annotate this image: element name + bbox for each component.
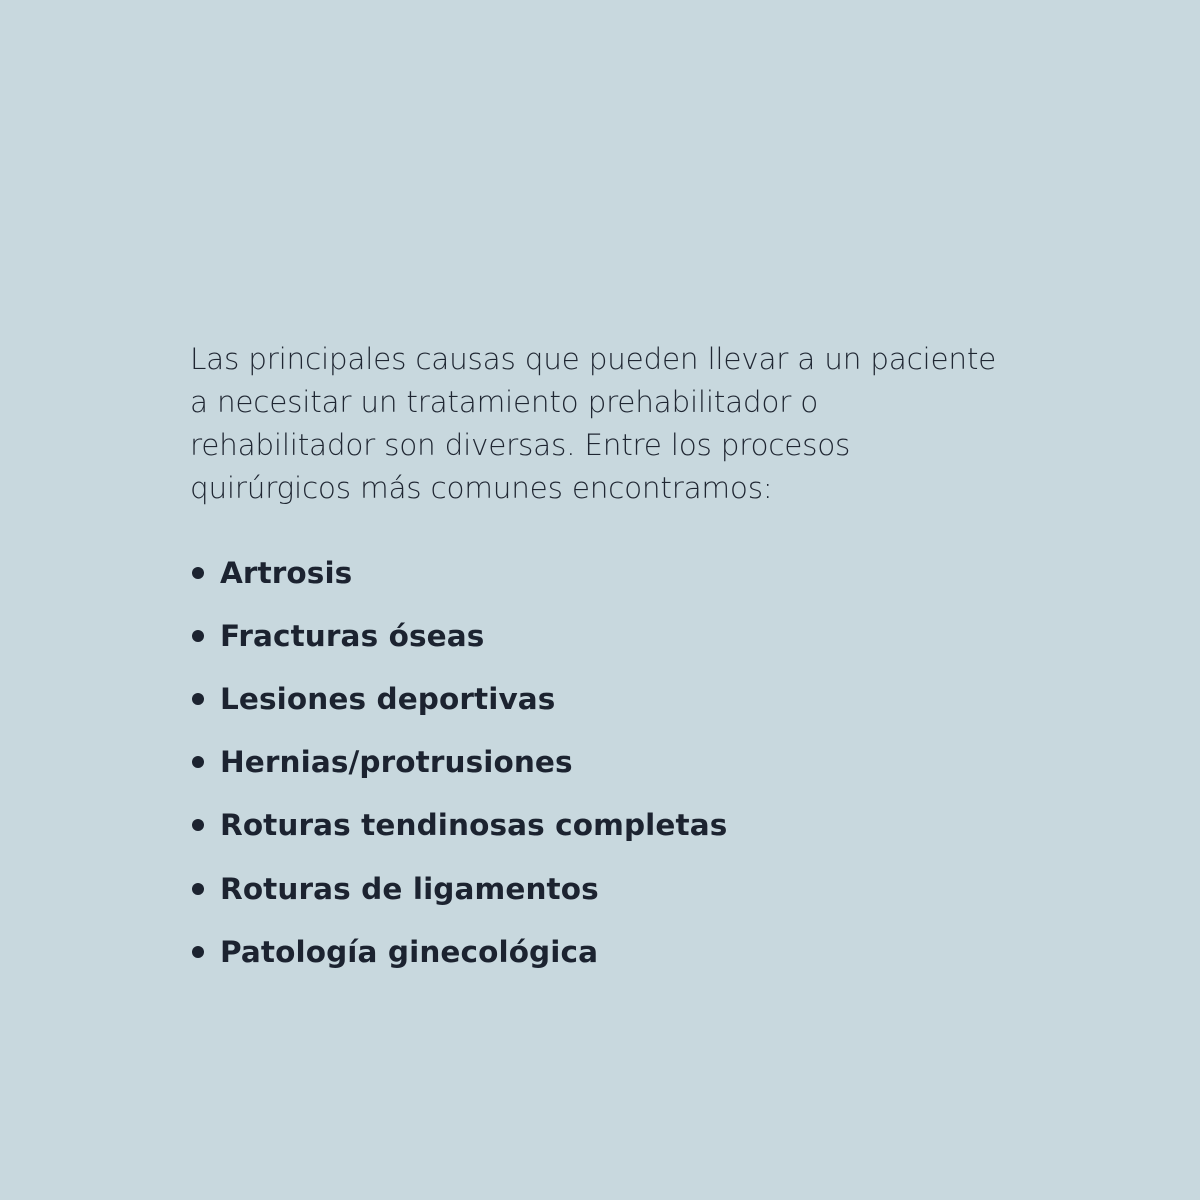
bullet-icon — [192, 946, 204, 958]
list-item-label: Lesiones deportivas — [220, 681, 556, 716]
list-item-label: Hernias/protrusiones — [220, 745, 573, 780]
list-item — [190, 604, 727, 667]
list-item — [190, 794, 727, 857]
list-item — [190, 731, 727, 794]
bullet-icon — [192, 819, 204, 831]
bullet-icon — [192, 883, 204, 895]
bullet-icon — [192, 756, 204, 768]
bullet-icon — [192, 567, 204, 579]
list-item-label: Fracturas óseas — [220, 618, 485, 653]
list-item-label: Roturas de ligamentos — [220, 871, 599, 906]
list-item — [190, 920, 727, 983]
bullet-icon — [192, 630, 204, 642]
list-item — [190, 667, 727, 730]
intro-paragraph: Las principales causas que pueden llevar a un paciente a necesitar un tratamiento prehabilitador o rehabilitador son diversas. Entre los procesos quirúrgicos más comunes encontramos: — [190, 342, 997, 505]
content-block — [190, 338, 1010, 969]
conditions-list — [190, 541, 727, 983]
list-item — [190, 857, 727, 920]
list-item-label: Artrosis — [220, 555, 353, 590]
list-item-label: Patología ginecológica — [220, 934, 599, 969]
list-item — [190, 541, 727, 604]
list-item-label: Roturas tendinosas completas — [220, 808, 728, 843]
bullet-icon — [192, 693, 204, 705]
